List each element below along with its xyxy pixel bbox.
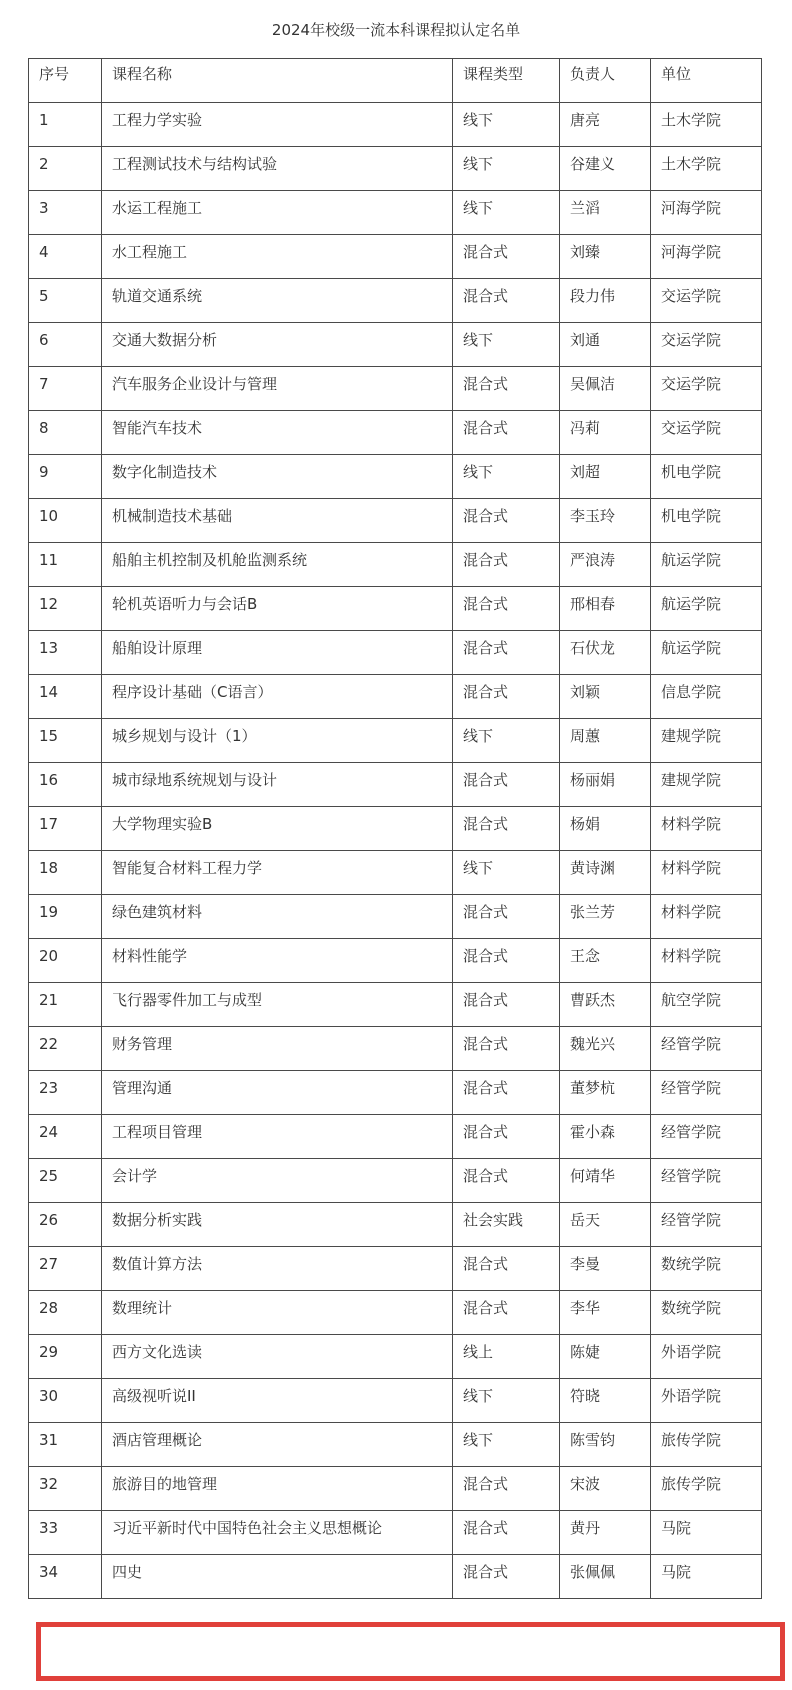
cell-unit: 外语学院 [651,1379,762,1423]
cell-unit: 材料学院 [651,939,762,983]
cell-index: 34 [29,1555,102,1599]
cell-unit: 机电学院 [651,499,762,543]
cell-course-type: 混合式 [453,983,560,1027]
header-cell-leader: 负责人 [560,59,651,103]
cell-course-name: 习近平新时代中国特色社会主义思想概论 [102,1511,453,1555]
table-row [29,103,762,147]
cell-leader: 石伏龙 [560,631,651,675]
cell-unit: 交运学院 [651,411,762,455]
cell-course-type: 混合式 [453,939,560,983]
cell-leader: 兰滔 [560,191,651,235]
cell-index: 30 [29,1379,102,1423]
cell-course-type: 混合式 [453,675,560,719]
table-row [29,1467,762,1511]
cell-unit: 旅传学院 [651,1423,762,1467]
cell-course-type: 混合式 [453,763,560,807]
cell-course-type: 混合式 [453,1467,560,1511]
table-row [29,1555,762,1599]
table-row [29,1423,762,1467]
cell-leader: 陈婕 [560,1335,651,1379]
cell-course-name: 交通大数据分析 [102,323,453,367]
cell-index: 5 [29,279,102,323]
cell-unit: 马院 [651,1555,762,1599]
cell-index: 33 [29,1511,102,1555]
cell-unit: 旅传学院 [651,1467,762,1511]
table-row [29,763,762,807]
cell-course-name: 工程力学实验 [102,103,453,147]
cell-index: 11 [29,543,102,587]
cell-index: 3 [29,191,102,235]
cell-course-type: 混合式 [453,499,560,543]
cell-index: 6 [29,323,102,367]
cell-leader: 宋波 [560,1467,651,1511]
cell-course-name: 智能汽车技术 [102,411,453,455]
cell-unit: 经管学院 [651,1027,762,1071]
cell-index: 16 [29,763,102,807]
cell-course-name: 工程测试技术与结构试验 [102,147,453,191]
cell-index: 27 [29,1247,102,1291]
cell-course-name: 水运工程施工 [102,191,453,235]
cell-course-type: 混合式 [453,1555,560,1599]
cell-leader: 陈雪钧 [560,1423,651,1467]
cell-leader: 李华 [560,1291,651,1335]
cell-leader: 岳天 [560,1203,651,1247]
cell-course-type: 混合式 [453,587,560,631]
cell-unit: 经管学院 [651,1203,762,1247]
cell-leader: 黄丹 [560,1511,651,1555]
cell-leader: 黄诗渊 [560,851,651,895]
cell-course-type: 混合式 [453,1291,560,1335]
cell-course-type: 混合式 [453,631,560,675]
cell-index: 26 [29,1203,102,1247]
cell-course-type: 混合式 [453,807,560,851]
cell-leader: 杨丽娟 [560,763,651,807]
cell-course-type: 线下 [453,1423,560,1467]
cell-course-type: 线下 [453,191,560,235]
cell-leader: 李曼 [560,1247,651,1291]
table-row [29,147,762,191]
cell-course-type: 混合式 [453,411,560,455]
cell-unit: 建规学院 [651,763,762,807]
cell-leader: 谷建义 [560,147,651,191]
cell-unit: 材料学院 [651,807,762,851]
table-row [29,983,762,1027]
cell-leader: 刘臻 [560,235,651,279]
cell-index: 10 [29,499,102,543]
table-row [29,499,762,543]
cell-index: 8 [29,411,102,455]
cell-index: 23 [29,1071,102,1115]
cell-leader: 邢相春 [560,587,651,631]
cell-course-type: 线下 [453,455,560,499]
cell-course-name: 数据分析实践 [102,1203,453,1247]
cell-course-name: 酒店管理概论 [102,1423,453,1467]
cell-unit: 经管学院 [651,1159,762,1203]
cell-leader: 霍小森 [560,1115,651,1159]
cell-course-name: 财务管理 [102,1027,453,1071]
table-row [29,1159,762,1203]
table-row [29,323,762,367]
cell-unit: 材料学院 [651,851,762,895]
table-row [29,1247,762,1291]
cell-course-name: 机械制造技术基础 [102,499,453,543]
table-row [29,543,762,587]
cell-index: 13 [29,631,102,675]
cell-course-type: 混合式 [453,367,560,411]
cell-course-name: 管理沟通 [102,1071,453,1115]
cell-course-type: 混合式 [453,1159,560,1203]
table-row [29,895,762,939]
table-row [29,719,762,763]
cell-unit: 航运学院 [651,543,762,587]
table-row [29,851,762,895]
table-row [29,631,762,675]
cell-course-name: 西方文化选读 [102,1335,453,1379]
cell-leader: 刘通 [560,323,651,367]
cell-index: 17 [29,807,102,851]
header-cell-unit: 单位 [651,59,762,103]
cell-index: 24 [29,1115,102,1159]
cell-leader: 曹跃杰 [560,983,651,1027]
header-cell-course-type: 课程类型 [453,59,560,103]
cell-unit: 机电学院 [651,455,762,499]
cell-course-name: 高级视听说II [102,1379,453,1423]
cell-course-type: 混合式 [453,1115,560,1159]
cell-course-name: 材料性能学 [102,939,453,983]
table-body [29,59,762,1599]
cell-course-type: 线上 [453,1335,560,1379]
cell-course-name: 智能复合材料工程力学 [102,851,453,895]
table-header-row [29,59,762,103]
cell-course-name: 四史 [102,1555,453,1599]
cell-leader: 张兰芳 [560,895,651,939]
cell-unit: 信息学院 [651,675,762,719]
cell-index: 12 [29,587,102,631]
cell-leader: 刘超 [560,455,651,499]
cell-leader: 张佩佩 [560,1555,651,1599]
table-row [29,1335,762,1379]
cell-leader: 魏光兴 [560,1027,651,1071]
cell-course-type: 混合式 [453,895,560,939]
table-row [29,235,762,279]
cell-course-type: 线下 [453,103,560,147]
table-row [29,1071,762,1115]
table-row [29,1115,762,1159]
table-row [29,411,762,455]
cell-course-type: 线下 [453,719,560,763]
cell-index: 15 [29,719,102,763]
cell-course-name: 会计学 [102,1159,453,1203]
cell-leader: 刘颖 [560,675,651,719]
table-row [29,455,762,499]
cell-course-type: 混合式 [453,1071,560,1115]
cell-unit: 经管学院 [651,1071,762,1115]
cell-course-type: 线下 [453,1379,560,1423]
cell-leader: 严浪涛 [560,543,651,587]
cell-leader: 周蕙 [560,719,651,763]
table-row [29,1379,762,1423]
cell-course-type: 混合式 [453,1247,560,1291]
cell-course-type: 混合式 [453,1027,560,1071]
header-cell-index: 序号 [29,59,102,103]
table-row [29,279,762,323]
cell-course-name: 数值计算方法 [102,1247,453,1291]
cell-leader: 吴佩洁 [560,367,651,411]
cell-unit: 交运学院 [651,367,762,411]
cell-index: 7 [29,367,102,411]
table-row [29,367,762,411]
cell-leader: 冯莉 [560,411,651,455]
cell-course-type: 线下 [453,323,560,367]
cell-index: 18 [29,851,102,895]
cell-course-name: 数字化制造技术 [102,455,453,499]
cell-unit: 马院 [651,1511,762,1555]
cell-index: 20 [29,939,102,983]
cell-course-type: 混合式 [453,235,560,279]
cell-course-name: 绿色建筑材料 [102,895,453,939]
cell-course-name: 大学物理实验B [102,807,453,851]
cell-index: 29 [29,1335,102,1379]
cell-unit: 河海学院 [651,191,762,235]
cell-unit: 土木学院 [651,147,762,191]
cell-index: 14 [29,675,102,719]
cell-unit: 土木学院 [651,103,762,147]
cell-leader: 杨娟 [560,807,651,851]
table-row [29,675,762,719]
cell-course-name: 旅游目的地管理 [102,1467,453,1511]
cell-course-type: 混合式 [453,279,560,323]
cell-unit: 河海学院 [651,235,762,279]
page-title: 2024年校级一流本科课程拟认定名单 [271,21,521,39]
cell-leader: 何靖华 [560,1159,651,1203]
cell-index: 32 [29,1467,102,1511]
cell-leader: 董梦杭 [560,1071,651,1115]
cell-course-name: 工程项目管理 [102,1115,453,1159]
cell-index: 1 [29,103,102,147]
cell-course-name: 城乡规划与设计（1） [102,719,453,763]
cell-unit: 交运学院 [651,323,762,367]
cell-unit: 经管学院 [651,1115,762,1159]
cell-unit: 航空学院 [651,983,762,1027]
cell-leader: 王念 [560,939,651,983]
cell-course-name: 汽车服务企业设计与管理 [102,367,453,411]
cell-index: 25 [29,1159,102,1203]
table-row [29,191,762,235]
cell-unit: 材料学院 [651,895,762,939]
cell-course-type: 社会实践 [453,1203,560,1247]
cell-unit: 数统学院 [651,1291,762,1335]
cell-course-name: 船舶设计原理 [102,631,453,675]
cell-index: 4 [29,235,102,279]
table-row [29,807,762,851]
cell-course-name: 轨道交通系统 [102,279,453,323]
cell-course-name: 轮机英语听力与会话B [102,587,453,631]
cell-leader: 段力伟 [560,279,651,323]
cell-index: 21 [29,983,102,1027]
table-row [29,939,762,983]
cell-course-type: 混合式 [453,1511,560,1555]
table-row [29,1291,762,1335]
table-row [29,1511,762,1555]
cell-course-name: 程序设计基础（C语言） [102,675,453,719]
cell-index: 2 [29,147,102,191]
cell-course-name: 船舶主机控制及机舱监测系统 [102,543,453,587]
cell-course-name: 城市绿地系统规划与设计 [102,763,453,807]
cell-course-name: 水工程施工 [102,235,453,279]
cell-leader: 符晓 [560,1379,651,1423]
highlight-box [36,1622,785,1681]
cell-unit: 外语学院 [651,1335,762,1379]
cell-course-name: 数理统计 [102,1291,453,1335]
cell-unit: 交运学院 [651,279,762,323]
cell-index: 28 [29,1291,102,1335]
cell-unit: 建规学院 [651,719,762,763]
cell-leader: 唐亮 [560,103,651,147]
cell-index: 9 [29,455,102,499]
cell-index: 31 [29,1423,102,1467]
cell-course-type: 线下 [453,851,560,895]
cell-course-type: 混合式 [453,543,560,587]
cell-course-type: 线下 [453,147,560,191]
table-row [29,587,762,631]
table-row [29,1203,762,1247]
course-table [28,58,762,1599]
cell-index: 19 [29,895,102,939]
cell-unit: 数统学院 [651,1247,762,1291]
cell-index: 22 [29,1027,102,1071]
table-row [29,1027,762,1071]
cell-unit: 航运学院 [651,631,762,675]
cell-unit: 航运学院 [651,587,762,631]
header-cell-course-name: 课程名称 [102,59,453,103]
page-edge [0,1655,30,1690]
cell-leader: 李玉玲 [560,499,651,543]
cell-course-name: 飞行器零件加工与成型 [102,983,453,1027]
